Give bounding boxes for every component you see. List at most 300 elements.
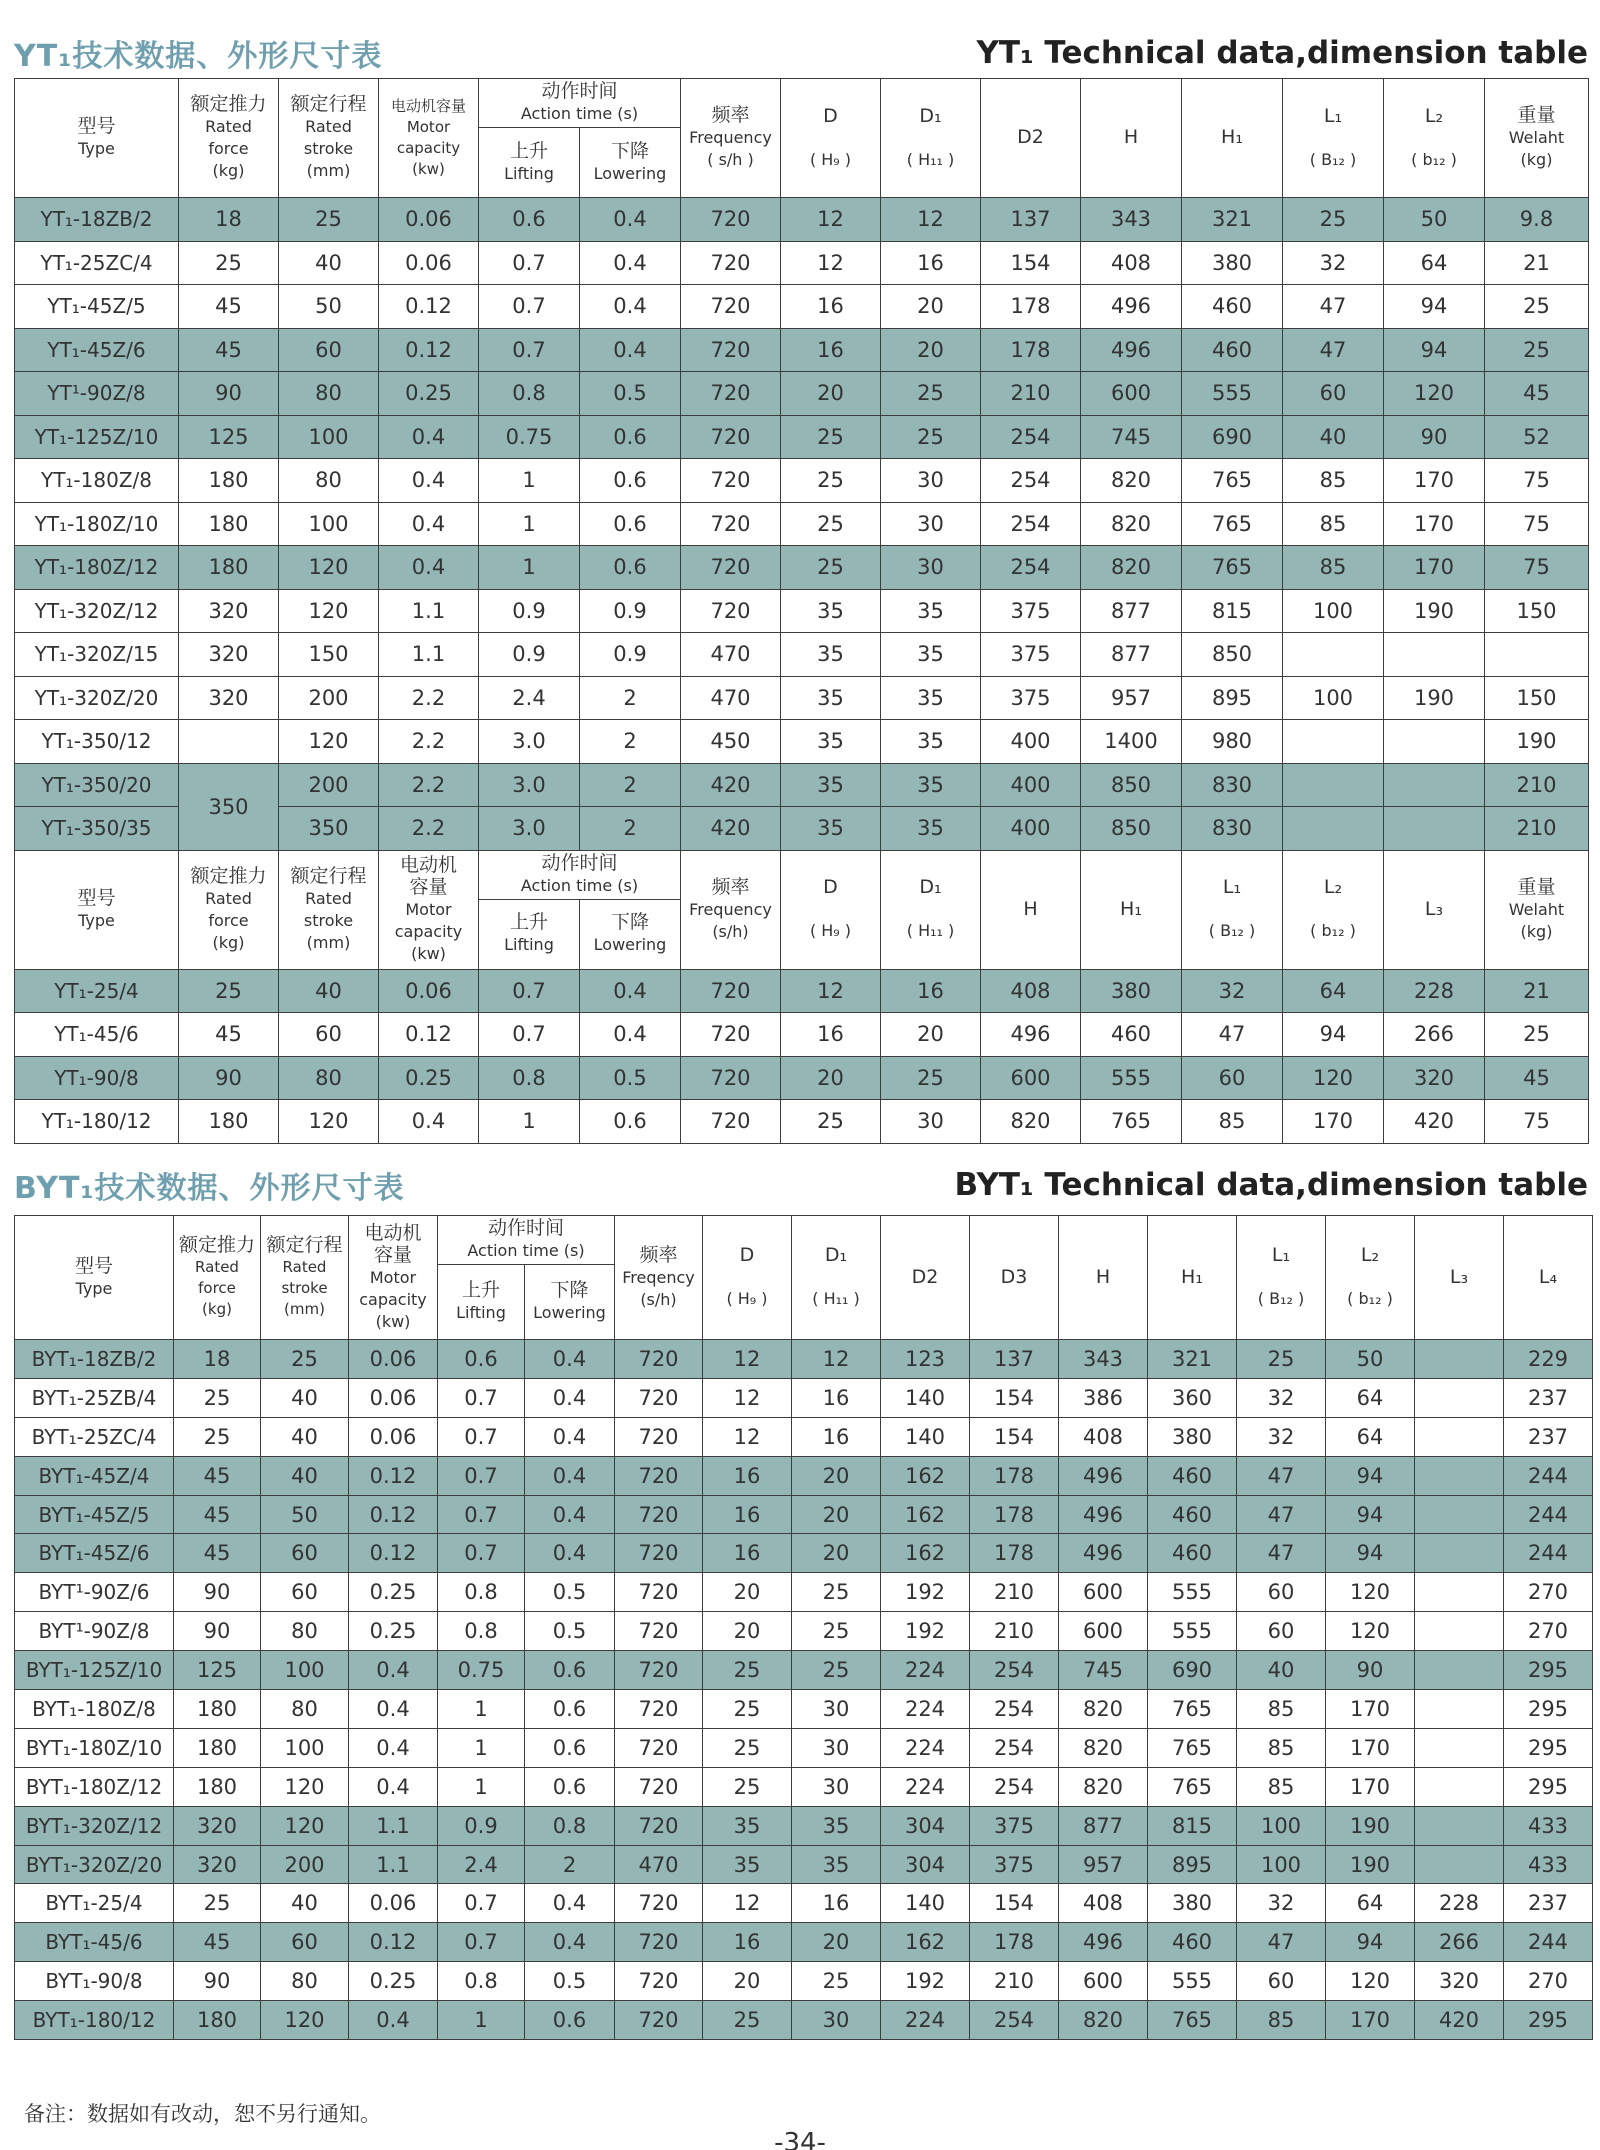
cell-freq: 720 (615, 1340, 703, 1379)
cell-l1: 47 (1237, 1456, 1326, 1495)
cell-d2: 140 (881, 1417, 970, 1456)
cell-lift: 0.8 (479, 372, 580, 416)
cell-freq: 720 (615, 1651, 703, 1690)
cell-h: 877 (1081, 589, 1182, 633)
cell-d2: 162 (881, 1495, 970, 1534)
cell-h: 343 (1081, 198, 1182, 242)
cell-h1: 765 (1148, 2001, 1237, 2040)
cell-h1: 815 (1148, 1806, 1237, 1845)
cell-force: 45 (174, 1495, 261, 1534)
cell-lower: 0.6 (580, 546, 681, 590)
cell-lift: 0.7 (438, 1417, 525, 1456)
yt-data-table (14, 78, 1589, 1144)
byt-table-row (15, 1728, 1593, 1767)
cell-d1: 30 (881, 1100, 981, 1144)
byt-col-d2-header: D2 (881, 1216, 970, 1340)
cell-weight: 75 (1485, 459, 1589, 503)
cell-l3 (1415, 1806, 1504, 1845)
cell-h1: 460 (1148, 1923, 1237, 1962)
cell-l1: 85 (1237, 1728, 1326, 1767)
col-l1-header: L₁ ( B₁₂ ) (1283, 79, 1384, 198)
cell-l1: 60 (1182, 1056, 1283, 1100)
cell-d2: 162 (881, 1534, 970, 1573)
cell-motor: 0.4 (349, 1690, 438, 1729)
cell-d3: 178 (970, 1923, 1059, 1962)
cell-lower: 0.5 (580, 1056, 681, 1100)
byt-table-row (15, 1690, 1593, 1729)
yt-table-row (15, 546, 1589, 590)
cell-h1: 895 (1148, 1845, 1237, 1884)
cell-model: BYT₁-45/6 (15, 1923, 174, 1962)
cell-l2: 190 (1326, 1806, 1415, 1845)
cell-l1 (1283, 763, 1384, 807)
yt-table-row (15, 198, 1589, 242)
cell-force: 125 (179, 415, 279, 459)
cell-model: YT₁-180Z/12 (15, 546, 179, 590)
cell-d2: 178 (981, 328, 1081, 372)
yt-table-row (15, 763, 1589, 807)
cell-motor: 0.06 (379, 969, 479, 1013)
byt-section-title (14, 1162, 1588, 1208)
cell-d: 35 (781, 589, 881, 633)
cell-h: 496 (1059, 1534, 1148, 1573)
cell-d1: 35 (792, 1806, 881, 1845)
cell-h: 820 (1059, 1728, 1148, 1767)
cell-lower: 0.6 (525, 2001, 615, 2040)
cell-l2: 64 (1283, 969, 1384, 1013)
cell-weight: 75 (1485, 546, 1589, 590)
cell-h1: 765 (1182, 546, 1283, 590)
cell-d: 25 (781, 459, 881, 503)
cell-h1: 380 (1081, 969, 1182, 1013)
cell-d3: 178 (970, 1456, 1059, 1495)
cell-freq: 720 (681, 372, 781, 416)
cell-lift: 0.7 (479, 969, 580, 1013)
byt-table-row (15, 1767, 1593, 1806)
cell-d1: 20 (881, 285, 981, 329)
cell-l1 (1283, 807, 1384, 851)
cell-weight: 75 (1485, 502, 1589, 546)
cell-d: 35 (703, 1845, 792, 1884)
byt-col-stroke-header: 额定行程 Rated stroke (mm) (261, 1216, 349, 1340)
cell-force: 180 (179, 1100, 279, 1144)
cell-d: 25 (703, 1767, 792, 1806)
cell-weight (1485, 633, 1589, 677)
cell-motor: 2.2 (379, 763, 479, 807)
cell-freq: 470 (681, 676, 781, 720)
cell-lift: 0.9 (438, 1806, 525, 1845)
cell-stroke: 60 (279, 1013, 379, 1057)
cell-l2: 94 (1326, 1495, 1415, 1534)
cell-l2 (1384, 807, 1485, 851)
cell-stroke: 50 (261, 1495, 349, 1534)
cell-force: 25 (179, 969, 279, 1013)
byt-data-table (14, 1215, 1593, 2040)
col-d-header-b: D ( H₉ ) (781, 850, 881, 969)
cell-lift: 3.0 (479, 807, 580, 851)
cell-l1: 32 (1237, 1884, 1326, 1923)
cell-l3 (1415, 1612, 1504, 1651)
cell-l4: 270 (1504, 1573, 1593, 1612)
cell-l1: 47 (1237, 1534, 1326, 1573)
cell-l2: 170 (1326, 1728, 1415, 1767)
cell-force: 18 (174, 1340, 261, 1379)
cell-force: 90 (174, 1962, 261, 2001)
cell-weight: 210 (1485, 763, 1589, 807)
byt-title-en: BYT₁ Technical data,dimension table (954, 1167, 1588, 1203)
col-lowering-header: 下降 Lowering (580, 128, 681, 198)
cell-l4: 270 (1504, 1612, 1593, 1651)
yt-table-row (15, 589, 1589, 633)
cell-stroke: 80 (279, 372, 379, 416)
cell-l3 (1415, 1495, 1504, 1534)
cell-d1: 35 (881, 589, 981, 633)
cell-d2: 192 (881, 1962, 970, 2001)
cell-motor: 0.12 (349, 1495, 438, 1534)
cell-motor: 1.1 (379, 589, 479, 633)
cell-h: 850 (1081, 763, 1182, 807)
byt-col-lifting-header: 上升 Lifting (438, 1265, 525, 1340)
cell-lift: 0.7 (479, 1013, 580, 1057)
cell-h: 745 (1081, 415, 1182, 459)
cell-h1: 765 (1148, 1690, 1237, 1729)
cell-l3: 228 (1415, 1884, 1504, 1923)
cell-model: BYT₁-320Z/20 (15, 1845, 174, 1884)
cell-d2: 137 (981, 198, 1081, 242)
cell-d1: 16 (792, 1884, 881, 1923)
cell-d1: 35 (881, 633, 981, 677)
cell-model: BYT₁-90/8 (15, 1962, 174, 2001)
cell-d: 12 (781, 241, 881, 285)
cell-h: 600 (1059, 1573, 1148, 1612)
cell-l1: 85 (1237, 2001, 1326, 2040)
cell-stroke: 120 (279, 720, 379, 764)
cell-l1: 85 (1283, 502, 1384, 546)
cell-l3: 266 (1415, 1923, 1504, 1962)
cell-force: 180 (174, 1728, 261, 1767)
cell-d3: 375 (970, 1845, 1059, 1884)
cell-h1: 765 (1182, 502, 1283, 546)
cell-d3: 154 (970, 1417, 1059, 1456)
cell-weight: 25 (1485, 328, 1589, 372)
yt-table-row (15, 633, 1589, 677)
cell-l2: 170 (1384, 502, 1485, 546)
cell-l3: 420 (1384, 1100, 1485, 1144)
cell-d: 16 (781, 1013, 881, 1057)
cell-l2: 94 (1326, 1534, 1415, 1573)
cell-model: YT₁-350/20 (15, 763, 179, 807)
cell-l3: 320 (1384, 1056, 1485, 1100)
cell-lower: 0.5 (580, 372, 681, 416)
cell-d3: 210 (970, 1962, 1059, 2001)
cell-d: 16 (781, 285, 881, 329)
cell-stroke: 25 (279, 198, 379, 242)
yt-table-row (15, 459, 1589, 503)
cell-model: BYT₁-45Z/6 (15, 1534, 174, 1573)
cell-motor: 0.12 (349, 1534, 438, 1573)
cell-stroke: 60 (279, 328, 379, 372)
cell-weight: 190 (1485, 720, 1589, 764)
yt-table-row (15, 328, 1589, 372)
cell-h1: 460 (1182, 328, 1283, 372)
cell-motor: 0.12 (379, 1013, 479, 1057)
cell-d1: 25 (792, 1651, 881, 1690)
cell-l1: 60 (1283, 372, 1384, 416)
cell-l2: 170 (1326, 2001, 1415, 2040)
yt-title-cn: YT₁技术数据、外形尺寸表 (14, 39, 383, 74)
cell-stroke: 100 (261, 1728, 349, 1767)
cell-stroke: 100 (279, 502, 379, 546)
cell-l2: 90 (1326, 1651, 1415, 1690)
cell-force: 90 (179, 1056, 279, 1100)
cell-force: 45 (174, 1923, 261, 1962)
yt-table-row (15, 676, 1589, 720)
cell-d1: 35 (792, 1845, 881, 1884)
cell-d2: 375 (981, 589, 1081, 633)
col-stroke-header: 额定行程 Rated stroke (mm) (279, 79, 379, 198)
cell-d2: 192 (881, 1612, 970, 1651)
cell-model: BYT₁-180Z/12 (15, 1767, 174, 1806)
byt-col-motor-header: 电动机 容量 Motor capacity (kw) (349, 1216, 438, 1340)
cell-lift: 0.9 (479, 589, 580, 633)
cell-l1: 85 (1237, 1690, 1326, 1729)
cell-force: 180 (174, 1767, 261, 1806)
byt-col-type-header: 型号 Type (15, 1216, 174, 1340)
cell-model: YT₁-180/12 (15, 1100, 179, 1144)
cell-model: BYT₁-45Z/4 (15, 1456, 174, 1495)
cell-lower: 0.5 (525, 1962, 615, 2001)
col-weight-header: 重量 Welaht (kg) (1485, 79, 1589, 198)
cell-motor: 0.25 (379, 372, 479, 416)
cell-model: YT₁-125Z/10 (15, 415, 179, 459)
cell-h1: 690 (1182, 415, 1283, 459)
cell-lower: 0.4 (580, 969, 681, 1013)
cell-l3 (1415, 1767, 1504, 1806)
byt-col-d3-header: D3 (970, 1216, 1059, 1340)
cell-freq: 720 (615, 1378, 703, 1417)
cell-h: 957 (1081, 676, 1182, 720)
cell-d: 25 (781, 1100, 881, 1144)
cell-h: 1400 (1081, 720, 1182, 764)
cell-h1: 555 (1182, 372, 1283, 416)
cell-lower: 0.8 (525, 1806, 615, 1845)
cell-freq: 420 (681, 807, 781, 851)
cell-stroke: 40 (279, 241, 379, 285)
cell-freq: 720 (615, 1884, 703, 1923)
cell-model: YT₁-18ZB/2 (15, 198, 179, 242)
cell-d: 12 (781, 969, 881, 1013)
cell-freq: 720 (681, 1100, 781, 1144)
cell-lower: 2 (580, 763, 681, 807)
cell-l1: 85 (1237, 1767, 1326, 1806)
cell-weight: 45 (1485, 1056, 1589, 1100)
cell-lower: 0.4 (580, 241, 681, 285)
cell-h: 820 (1059, 1767, 1148, 1806)
cell-h1: 850 (1182, 633, 1283, 677)
cell-lower: 0.6 (525, 1651, 615, 1690)
byt-col-l3-header: L₃ (1415, 1216, 1504, 1340)
cell-h: 408 (981, 969, 1081, 1013)
col-lifting-header: 上升 Lifting (479, 128, 580, 198)
cell-motor: 1.1 (349, 1806, 438, 1845)
cell-d1: 30 (881, 502, 981, 546)
cell-l4: 237 (1504, 1378, 1593, 1417)
cell-h1: 555 (1148, 1962, 1237, 2001)
cell-l2: 170 (1384, 459, 1485, 503)
byt-table-row (15, 2001, 1593, 2040)
cell-model: YT₁-180Z/10 (15, 502, 179, 546)
cell-h1: 360 (1148, 1378, 1237, 1417)
cell-d1: 35 (881, 720, 981, 764)
cell-lower: 2 (580, 807, 681, 851)
byt-col-l4-header: L₄ (1504, 1216, 1593, 1340)
cell-l3 (1415, 1690, 1504, 1729)
cell-h: 820 (1059, 1690, 1148, 1729)
col-h1-header-b: H₁ (1081, 850, 1182, 969)
cell-lower: 0.4 (525, 1378, 615, 1417)
cell-stroke: 40 (279, 969, 379, 1013)
cell-l1: 47 (1283, 328, 1384, 372)
cell-d: 20 (781, 372, 881, 416)
cell-l2: 190 (1326, 1845, 1415, 1884)
cell-l3 (1415, 1573, 1504, 1612)
byt-table-row (15, 1573, 1593, 1612)
cell-force: 25 (174, 1378, 261, 1417)
byt-table-row (15, 1923, 1593, 1962)
cell-d: 16 (703, 1456, 792, 1495)
byt-col-force-header: 额定推力 Rated force (kg) (174, 1216, 261, 1340)
cell-lower: 0.9 (580, 633, 681, 677)
cell-model: BYT₁-180/12 (15, 2001, 174, 2040)
cell-lower: 0.5 (525, 1573, 615, 1612)
cell-freq: 720 (615, 1962, 703, 2001)
cell-d2: 162 (881, 1456, 970, 1495)
cell-motor: 0.4 (379, 415, 479, 459)
cell-l4: 229 (1504, 1340, 1593, 1379)
cell-l2 (1384, 633, 1485, 677)
cell-d1: 12 (792, 1340, 881, 1379)
cell-stroke: 60 (261, 1923, 349, 1962)
cell-force: 320 (179, 633, 279, 677)
cell-stroke: 200 (279, 763, 379, 807)
cell-model: BYT₁-25/4 (15, 1884, 174, 1923)
cell-stroke: 350 (279, 807, 379, 851)
col-d1-header-b: D₁ ( H₁₁ ) (881, 850, 981, 969)
cell-h1: 555 (1148, 1573, 1237, 1612)
cell-force: 45 (179, 285, 279, 329)
cell-freq: 720 (681, 969, 781, 1013)
cell-h: 496 (1059, 1495, 1148, 1534)
cell-d2: 304 (881, 1845, 970, 1884)
cell-motor: 0.06 (349, 1378, 438, 1417)
cell-model: BYT₁-180Z/10 (15, 1728, 174, 1767)
cell-stroke: 40 (261, 1456, 349, 1495)
cell-freq: 720 (681, 415, 781, 459)
col-weight-header-b: 重量 Welaht (kg) (1485, 850, 1589, 969)
cell-l2: 64 (1384, 241, 1485, 285)
cell-motor: 0.06 (349, 1417, 438, 1456)
byt-col-h1-header: H₁ (1148, 1216, 1237, 1340)
cell-l2 (1384, 763, 1485, 807)
cell-h: 408 (1081, 241, 1182, 285)
cell-l2: 190 (1384, 676, 1485, 720)
cell-stroke: 80 (279, 459, 379, 503)
cell-l2: 120 (1326, 1962, 1415, 2001)
cell-stroke: 100 (279, 415, 379, 459)
byt-col-l1-header: L₁ ( B₁₂ ) (1237, 1216, 1326, 1340)
cell-h1: 765 (1182, 459, 1283, 503)
cell-motor: 0.06 (379, 198, 479, 242)
cell-d1: 25 (792, 1962, 881, 2001)
col-type-header: 型号 Type (15, 79, 179, 198)
cell-force: 320 (179, 589, 279, 633)
byt-table-row (15, 1495, 1593, 1534)
byt-col-action-header: 动作时间 Action time (s) (438, 1216, 615, 1265)
byt-col-lowering-header: 下降 Lowering (525, 1265, 615, 1340)
cell-force: 90 (179, 372, 279, 416)
cell-lower: 0.4 (525, 1923, 615, 1962)
cell-lift: 0.8 (479, 1056, 580, 1100)
cell-stroke: 120 (279, 589, 379, 633)
cell-d: 12 (703, 1884, 792, 1923)
cell-motor: 0.06 (349, 1884, 438, 1923)
cell-lift: 0.8 (438, 1612, 525, 1651)
cell-d: 35 (781, 633, 881, 677)
cell-l2: 94 (1384, 285, 1485, 329)
yt-table-row (15, 285, 1589, 329)
cell-l2: 64 (1326, 1884, 1415, 1923)
cell-l1: 40 (1237, 1651, 1326, 1690)
cell-lift: 3.0 (479, 720, 580, 764)
cell-h1: 460 (1182, 285, 1283, 329)
cell-freq: 720 (615, 1573, 703, 1612)
byt-table-row (15, 1651, 1593, 1690)
cell-h: 343 (1059, 1340, 1148, 1379)
cell-lower: 0.6 (525, 1767, 615, 1806)
cell-d1: 30 (792, 2001, 881, 2040)
cell-l4: 244 (1504, 1495, 1593, 1534)
cell-lower: 0.4 (580, 198, 681, 242)
cell-l2: 64 (1326, 1378, 1415, 1417)
cell-freq: 720 (615, 1495, 703, 1534)
cell-model: BYT₁-180Z/8 (15, 1690, 174, 1729)
cell-motor: 0.4 (349, 1767, 438, 1806)
cell-lower: 0.6 (580, 1100, 681, 1144)
yt-table-row (15, 1100, 1589, 1144)
cell-d2: 123 (881, 1340, 970, 1379)
cell-freq: 720 (615, 1728, 703, 1767)
cell-lift: 0.7 (438, 1923, 525, 1962)
cell-d: 35 (703, 1806, 792, 1845)
col-h-header-b: H (981, 850, 1081, 969)
cell-l1: 40 (1283, 415, 1384, 459)
cell-h: 408 (1059, 1884, 1148, 1923)
cell-d2: 154 (981, 241, 1081, 285)
cell-lift: 0.7 (438, 1884, 525, 1923)
cell-d2: 224 (881, 1728, 970, 1767)
cell-d2: 162 (881, 1923, 970, 1962)
cell-l3 (1415, 1651, 1504, 1690)
cell-l4: 237 (1504, 1417, 1593, 1456)
yt-table-row (15, 502, 1589, 546)
byt-col-d-header: D ( H₉ ) (703, 1216, 792, 1340)
cell-freq: 720 (681, 1013, 781, 1057)
cell-l4: 244 (1504, 1456, 1593, 1495)
cell-weight: 150 (1485, 589, 1589, 633)
cell-lift: 0.8 (438, 1962, 525, 2001)
cell-l2: 120 (1326, 1573, 1415, 1612)
cell-motor: 2.2 (379, 807, 479, 851)
